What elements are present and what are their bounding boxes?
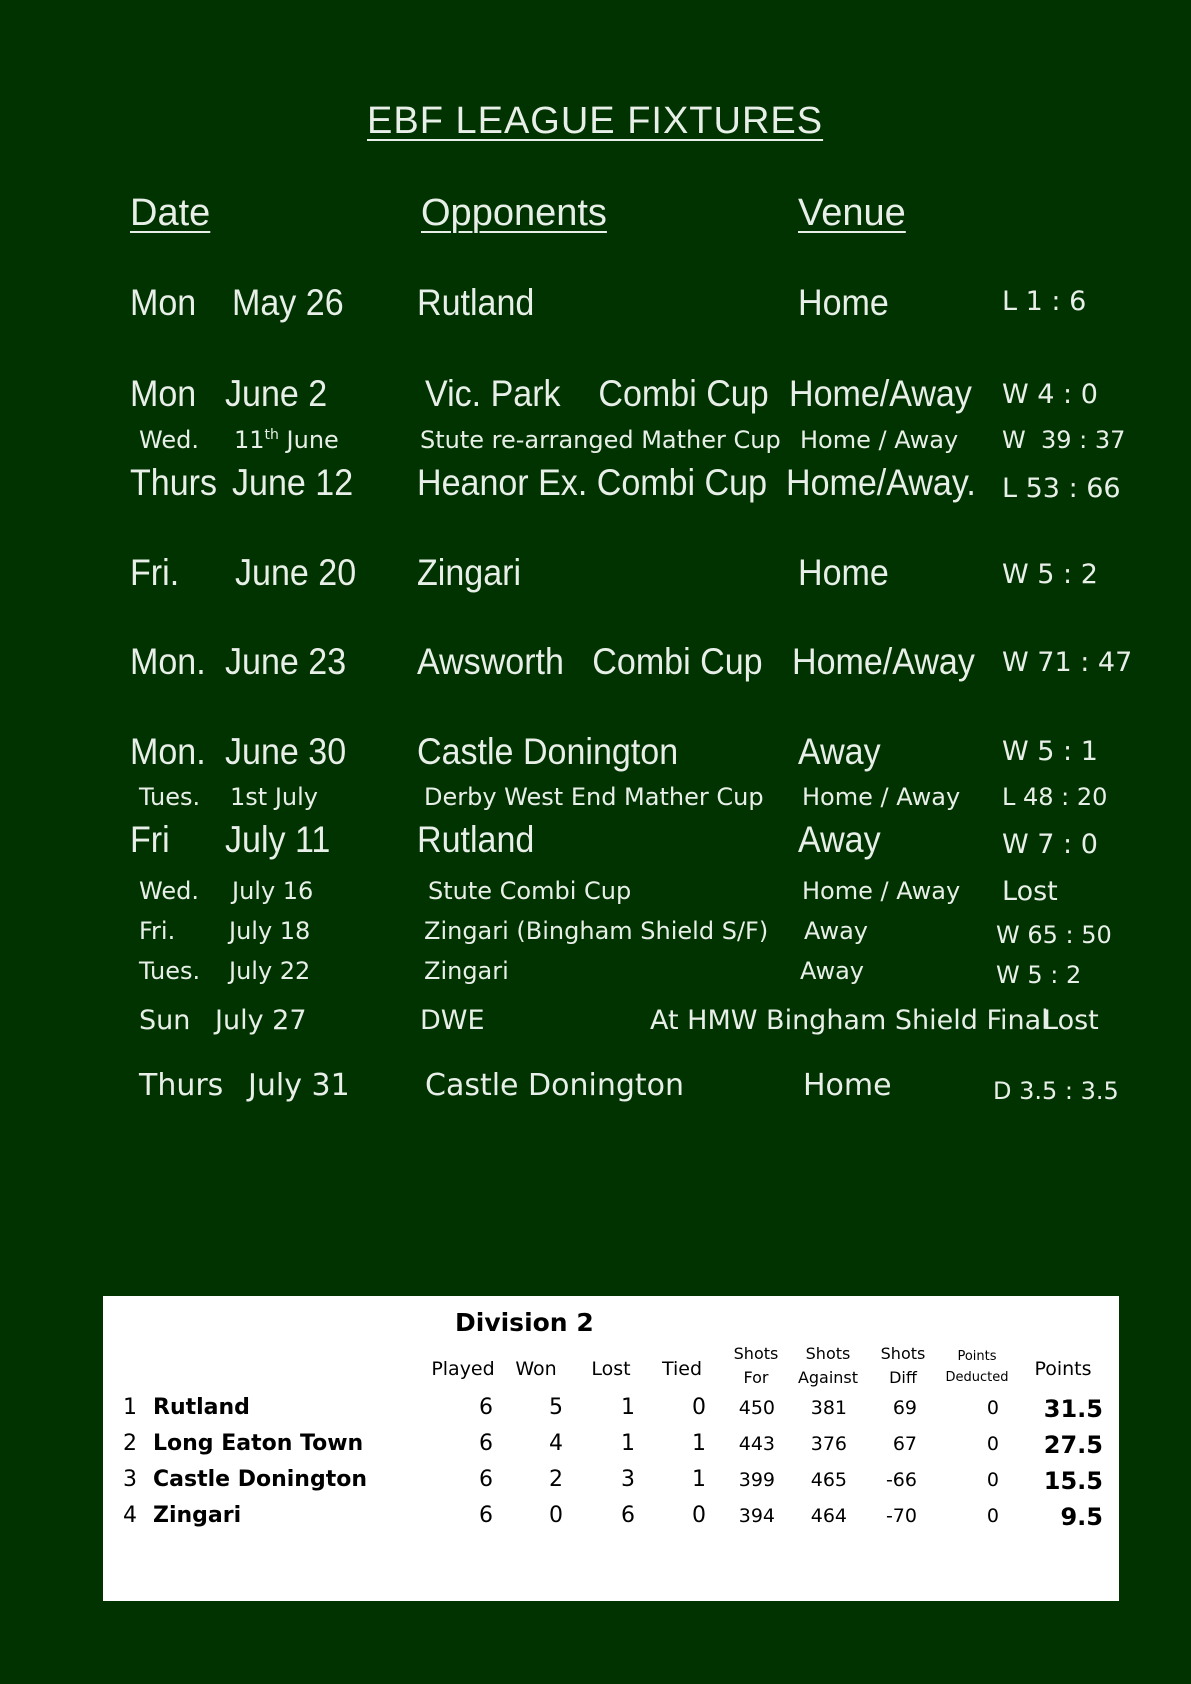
fixture-date: June 2 xyxy=(225,373,328,414)
shots-against: 464 xyxy=(810,1505,847,1527)
shots-against: 381 xyxy=(810,1397,847,1419)
won: 0 xyxy=(549,1503,563,1528)
fixture-result: W 65 : 50 xyxy=(996,921,1112,949)
fixture-day: Tues. xyxy=(139,783,201,811)
won: 4 xyxy=(549,1431,563,1456)
fixture-date: July 31 xyxy=(248,1068,350,1103)
shots-diff: 67 xyxy=(892,1433,917,1455)
col-header-played: Played xyxy=(431,1358,495,1380)
points-deducted: 0 xyxy=(986,1469,999,1491)
shots-for: 450 xyxy=(738,1397,775,1419)
fixture-result: L 48 : 20 xyxy=(1002,783,1108,811)
fixture-day: Fri. xyxy=(130,552,180,593)
fixture-venue: At HMW Bingham Shield Final xyxy=(650,1005,1049,1036)
fixture-day: Tues. xyxy=(139,957,201,985)
table-row xyxy=(103,1395,1119,1431)
fixture-date: July 16 xyxy=(232,877,314,905)
fixture-venue: Home/Away xyxy=(789,373,972,414)
fixture-day: Sun xyxy=(139,1005,191,1036)
fixture-result: Lost xyxy=(1002,876,1058,907)
col-header-won: Won xyxy=(515,1358,557,1380)
lost: 1 xyxy=(621,1431,635,1456)
fixture-opponent: Heanor Ex. Combi Cup xyxy=(417,462,768,503)
col-header-tied: Tied xyxy=(661,1358,703,1380)
fixture-opponent: Derby West End Mather Cup xyxy=(424,783,764,811)
rank: 4 xyxy=(123,1503,137,1528)
fixture-venue: Away xyxy=(798,731,881,772)
played: 6 xyxy=(479,1395,493,1420)
points: 27.5 xyxy=(1043,1431,1103,1459)
fixture-opponent: Awsworth Combi Cup xyxy=(417,641,763,682)
division-title: Division 2 xyxy=(455,1308,594,1337)
col-header-points-deducted-line2: Deducted xyxy=(945,1370,1009,1385)
team-name: Castle Donington xyxy=(153,1467,368,1492)
fixture-opponent: Zingari xyxy=(417,552,522,593)
fixture-date: June 30 xyxy=(225,731,347,772)
shots-diff: -70 xyxy=(885,1505,917,1527)
fixture-day: Thurs xyxy=(139,1068,224,1103)
fixture-date-month: June xyxy=(278,426,339,454)
rank: 1 xyxy=(123,1395,137,1420)
lost: 6 xyxy=(621,1503,635,1528)
date-header: Date xyxy=(130,192,211,234)
fixture-opponent: Zingari (Bingham Shield S/F) xyxy=(424,917,769,945)
played: 6 xyxy=(479,1431,493,1456)
venue-header: Venue xyxy=(798,192,906,234)
fixture-venue: Away xyxy=(798,819,881,860)
tied: 0 xyxy=(692,1395,706,1420)
fixture-opponent: Castle Donington xyxy=(425,1068,685,1103)
fixture-date: June 12 xyxy=(232,462,354,503)
lost: 3 xyxy=(621,1467,635,1492)
fixture-day: Wed. xyxy=(139,426,199,454)
fixture-result: W 5 : 2 xyxy=(1002,559,1098,590)
tied: 1 xyxy=(692,1467,706,1492)
rank: 3 xyxy=(123,1467,137,1492)
col-header-shots-diff-line1: Shots xyxy=(880,1344,926,1363)
col-header-shots-diff xyxy=(868,1342,938,1390)
col-header-shots-against-line1: Shots xyxy=(805,1344,851,1363)
points: 31.5 xyxy=(1043,1395,1103,1423)
col-header-shots-against xyxy=(788,1342,868,1390)
points-deducted: 0 xyxy=(986,1397,999,1419)
fixture-venue: Home / Away xyxy=(800,426,959,454)
fixture-result: W 7 : 0 xyxy=(1002,829,1098,860)
rank: 2 xyxy=(123,1431,137,1456)
fixture-date: July 22 xyxy=(229,957,311,985)
col-header-points-deducted xyxy=(937,1346,1017,1388)
fixture-result: W 4 : 0 xyxy=(1002,379,1098,410)
fixture-result: W 39 : 37 xyxy=(1002,426,1126,454)
fixture-opponent: Rutland xyxy=(417,282,535,323)
fixture-date: 1st July xyxy=(230,783,318,811)
fixture-venue: Home/Away xyxy=(792,641,975,682)
fixture-day: Mon. xyxy=(130,641,206,682)
fixture-opponent: Stute re-arranged Mather Cup xyxy=(420,426,781,454)
opponents-header: Opponents xyxy=(421,192,607,234)
points-deducted: 0 xyxy=(986,1505,999,1527)
table-row xyxy=(103,1467,1119,1503)
fixture-venue: Home xyxy=(798,552,889,593)
fixture-date xyxy=(234,426,339,454)
tied: 1 xyxy=(692,1431,706,1456)
col-header-shots-for-line2: For xyxy=(743,1368,769,1387)
fixture-venue: Home xyxy=(803,1068,892,1103)
played: 6 xyxy=(479,1467,493,1492)
fixture-date: May 26 xyxy=(232,282,344,323)
shots-diff: -66 xyxy=(885,1469,917,1491)
fixture-venue: Away xyxy=(800,957,864,985)
fixture-opponent: Castle Donington xyxy=(417,731,679,772)
fixture-result: L 53 : 66 xyxy=(1002,473,1121,504)
shots-diff: 69 xyxy=(892,1397,917,1419)
team-name: Zingari xyxy=(153,1503,242,1528)
fixture-result: Lost xyxy=(1043,1005,1099,1036)
points: 9.5 xyxy=(1060,1503,1103,1531)
fixture-venue: Home xyxy=(798,282,889,323)
fixture-day: Mon xyxy=(130,373,197,414)
fixture-day: Thurs xyxy=(130,462,218,503)
page-title: EBF LEAGUE FIXTURES xyxy=(367,100,824,142)
fixture-day: Fri xyxy=(130,819,170,860)
fixture-date: July 11 xyxy=(225,819,331,860)
fixture-opponent: Rutland xyxy=(417,819,535,860)
fixture-date-number: 11 xyxy=(234,426,265,454)
col-header-lost: Lost xyxy=(591,1358,631,1380)
col-header-shots-for xyxy=(721,1342,791,1390)
fixture-venue: Home/Away. xyxy=(786,462,976,503)
lost: 1 xyxy=(621,1395,635,1420)
col-header-points-deducted-line1: Points xyxy=(957,1349,997,1364)
team-name: Long Eaton Town xyxy=(153,1431,364,1456)
shots-for: 399 xyxy=(738,1469,775,1491)
shots-for: 443 xyxy=(738,1433,775,1455)
fixture-date: July 27 xyxy=(215,1005,307,1036)
won: 2 xyxy=(549,1467,563,1492)
team-name: Rutland xyxy=(153,1395,250,1420)
fixture-date-suffix: th xyxy=(264,427,279,443)
fixture-opponent: Vic. Park Combi Cup xyxy=(425,373,769,414)
col-header-shots-for-line1: Shots xyxy=(733,1344,779,1363)
fixture-opponent: DWE xyxy=(420,1005,485,1036)
points-deducted: 0 xyxy=(986,1433,999,1455)
points: 15.5 xyxy=(1043,1467,1103,1495)
col-header-points: Points xyxy=(1034,1358,1092,1380)
fixture-result: D 3.5 : 3.5 xyxy=(993,1077,1119,1105)
tied: 0 xyxy=(692,1503,706,1528)
fixture-day: Wed. xyxy=(139,877,199,905)
fixture-opponent: Zingari xyxy=(424,957,509,985)
fixture-venue: Home / Away xyxy=(802,783,961,811)
fixture-date: June 23 xyxy=(225,641,347,682)
played: 6 xyxy=(479,1503,493,1528)
division-standings-table xyxy=(103,1296,1119,1601)
fixture-result: W 5 : 1 xyxy=(1002,736,1098,767)
fixture-venue: Away xyxy=(804,917,868,945)
shots-against: 376 xyxy=(810,1433,847,1455)
fixture-result: W 5 : 2 xyxy=(996,961,1082,989)
shots-for: 394 xyxy=(738,1505,775,1527)
col-header-shots-diff-line2: Diff xyxy=(889,1368,917,1387)
fixture-opponent: Stute Combi Cup xyxy=(428,877,632,905)
fixture-result: W 71 : 47 xyxy=(1002,647,1133,678)
col-header-shots-against-line2: Against xyxy=(797,1368,859,1387)
won: 5 xyxy=(549,1395,563,1420)
fixture-venue: Home / Away xyxy=(802,877,961,905)
fixture-day: Mon xyxy=(130,282,197,323)
shots-against: 465 xyxy=(810,1469,847,1491)
table-row xyxy=(103,1431,1119,1467)
fixture-date: July 18 xyxy=(229,917,311,945)
fixture-day: Fri. xyxy=(139,917,176,945)
fixture-date: June 20 xyxy=(235,552,357,593)
fixture-result: L 1 : 6 xyxy=(1002,286,1087,317)
fixture-day: Mon. xyxy=(130,731,206,772)
table-row xyxy=(103,1503,1119,1539)
